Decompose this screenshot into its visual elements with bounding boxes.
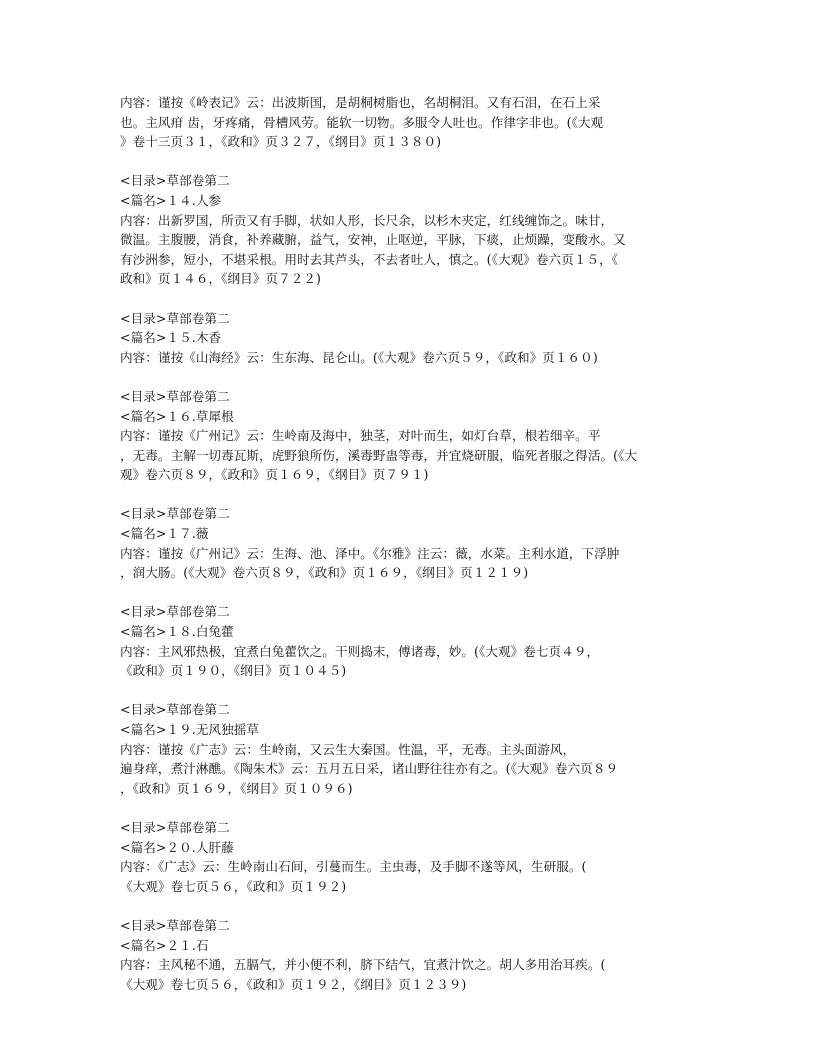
title-line: <篇名>１９.无风独摇草 <box>120 722 260 737</box>
title-line: <篇名>１６.草犀根 <box>120 408 234 424</box>
content-line: 《大观》卷七页５６，《政和》页１９２，《纲目》页１２３９) <box>120 976 467 992</box>
catalog-line: <目录>草部卷第二 <box>120 917 230 933</box>
content-line: 内容：主风邪热极，宜煮白兔藿饮之。干则捣末，傅诸毒，妙。(《大观》卷七页４９， <box>120 643 600 659</box>
entry-block <box>120 818 700 896</box>
title-line: <篇名>１５.木香 <box>120 330 222 346</box>
entry-block <box>120 602 700 680</box>
entry-gap <box>120 152 700 172</box>
catalog-line: <目录>草部卷第二 <box>120 819 230 835</box>
content-line: 》卷十三页３１，《政和》页３２７，《纲目》页１３８０) <box>120 134 442 150</box>
entry-block <box>120 93 700 152</box>
content-line: 观》卷六页８９，《政和》页１６９，《纲目》页７９１) <box>120 467 429 483</box>
content-line: 政和》页１４６，《纲目》页７２２) <box>120 271 321 287</box>
content-line: 内容：谨按《广州记》云：生岭南及海中，独茎，对叶而生，如灯台草，根若细辛。平 <box>120 428 601 444</box>
catalog-line: <目录>草部卷第二 <box>120 506 230 522</box>
content-line: 内容：谨按《广州记》云：生海、池、泽中。《尔雅》注云：薇，水菜。主利水道，下浮肿 <box>120 545 620 561</box>
entry-gap <box>120 485 700 505</box>
catalog-line: <目录>草部卷第二 <box>120 702 230 718</box>
title-line: <篇名>１８.白兔藿 <box>120 624 234 640</box>
catalog-line: <目录>草部卷第二 <box>120 310 230 326</box>
entry-block <box>120 916 700 994</box>
entry-gap <box>120 681 700 701</box>
content-line: 内容：出新罗国，所贡又有手脚，状如人形，长尺余，以杉木夹定，红线缠饰之。味甘， <box>120 212 614 228</box>
content-line: 内容：《广志》云：生岭南山石间，引蔓而生。主虫毒，及手脚不遂等风，生研服。( <box>120 859 587 875</box>
title-line: <篇名>１４.人参 <box>120 192 222 208</box>
content-line: ，无毒。主解一切毒瓦斯，虎野狼所伤，溪毒野蛊等毒，并宜烧研服，临死者服之得活。(《大 <box>120 447 638 463</box>
content-line: 《政和》页１９０，《纲目》页１０４５) <box>120 663 347 679</box>
catalog-line: <目录>草部卷第二 <box>120 173 230 189</box>
entry-block <box>120 309 700 368</box>
content-line: 有沙洲参，短小，不堪采根。用时去其芦头，不去者吐人，慎之。(《大观》卷六页１５，《 <box>120 251 619 267</box>
content-line: ，润大肠。(《大观》卷六页８９，《政和》页１６９，《纲目》页１２１９) <box>120 565 529 581</box>
catalog-line: <目录>草部卷第二 <box>120 604 230 620</box>
content-line: 遍身痒，煮汁淋醮。《陶朱术》云：五月五日采，诸山野往往亦有之。(《大观》卷六页８９ <box>120 761 619 777</box>
content-line: 内容：谨按《广志》云：生岭南，又云生大秦国。性温，平，无毒。主头面游风， <box>120 741 576 757</box>
entry-block <box>120 387 700 485</box>
entry-block <box>120 171 700 289</box>
content-line: ，《政和》页１６９，《纲目》页１０９６) <box>120 780 353 796</box>
content-line: 微温。主腹腰，消食，补养藏腑，益气，安神，止呕逆，平脉，下痰，止烦躁，变酸水。又 <box>120 232 626 248</box>
entry-gap <box>120 798 700 818</box>
entry-gap <box>120 896 700 916</box>
document-page <box>120 93 700 994</box>
content-line: 《大观》卷七页５６，《政和》页１９２) <box>120 878 347 894</box>
entry-block <box>120 504 700 582</box>
entry-block <box>120 700 700 798</box>
title-line: <篇名>２０.人肝藤 <box>120 839 234 855</box>
content-line: 也。主风疳 齿，牙疼痛，骨槽风劳。能软一切物。多服令人吐也。作律字非也。(《大观 <box>120 114 604 130</box>
catalog-line: <目录>草部卷第二 <box>120 388 230 404</box>
entry-gap <box>120 583 700 603</box>
title-line: <篇名>１７.薇 <box>120 526 209 542</box>
content-line: 内容：主风秘不通，五膈气，并小便不利，脐下结气，宜煮汁饮之。胡人多用治耳疾。( <box>120 957 606 973</box>
entry-gap <box>120 367 700 387</box>
title-line: <篇名>２１.石 <box>120 937 209 953</box>
content-line: 内容：谨按《岭表记》云：出波斯国，是胡桐树脂也，名胡桐泪。又有石泪，在石上采 <box>120 95 601 110</box>
entry-gap <box>120 289 700 309</box>
content-line: 内容：谨按《山海经》云：生东海、昆仑山。(《大观》卷六页５９，《政和》页１６０) <box>120 349 598 365</box>
